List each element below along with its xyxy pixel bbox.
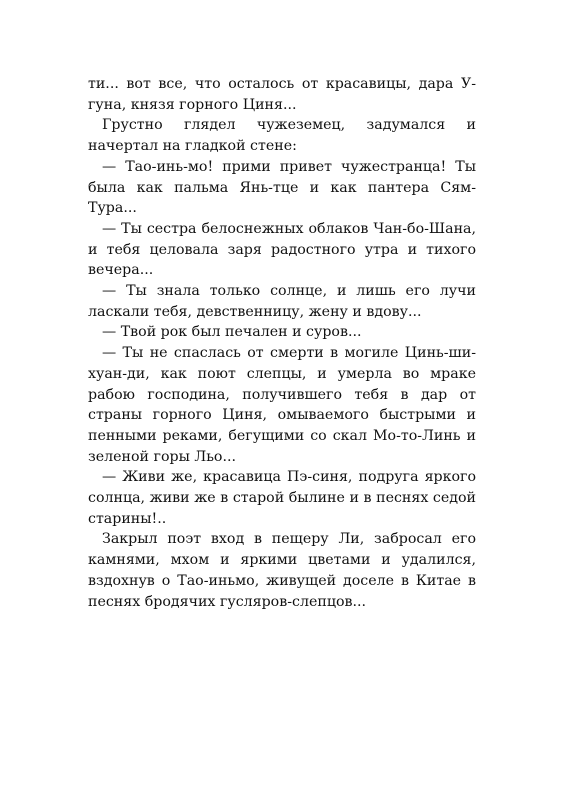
paragraph-8: — Живи же, красавица Пэ-синя, подруга яркого солнца, живи же в старой былине и в песнях седой старины!.. (88, 469, 476, 527)
paragraph-3: — Тао-инь-мо! прими привет чужестранца! Ты была как пальма Янь-тце и как пантера Сям-Тура... (88, 158, 476, 217)
paragraph-1: ти... вот все, что осталось от красавицы, дара У-гуна, князя горного Циня... (88, 76, 476, 113)
paragraph-4: — Ты сестра белоснежных облаков Чан-бо-Шана, и тебя целовала заря радостного утра и тихого вечера... (88, 220, 476, 279)
paragraph-7: — Ты не спаслась от смерти в могиле Цинь-ши-хуан-ди, как поют слепцы, и умерла во мраке рабою господина, получившего тебя в дар от страны горного Циня, омываемого быстрыми и пенными реками, бегущими со скал Мо-то-Линь и зеленой горы Льо... (88, 345, 476, 465)
paragraph-9: Закрыл поэт вход в пещеру Ли, забросал его камнями, мхом и яркими цветами и удалился, вздохнув о Тао-иньмо, живущей доселе в Китае в песнях бродячих гусляров-слепцов... (88, 531, 476, 610)
paragraph-6: — Твой рок был печален и суров... (102, 324, 362, 341)
page-text (88, 74, 476, 612)
paragraph-5: — Ты знала только солнце, и лишь его лучи ласкали тебя, девственницу, жену и вдову... (88, 283, 476, 320)
paragraph-2: Грустно глядел чужеземец, задумался и начертал на гладкой стене: (88, 117, 476, 155)
